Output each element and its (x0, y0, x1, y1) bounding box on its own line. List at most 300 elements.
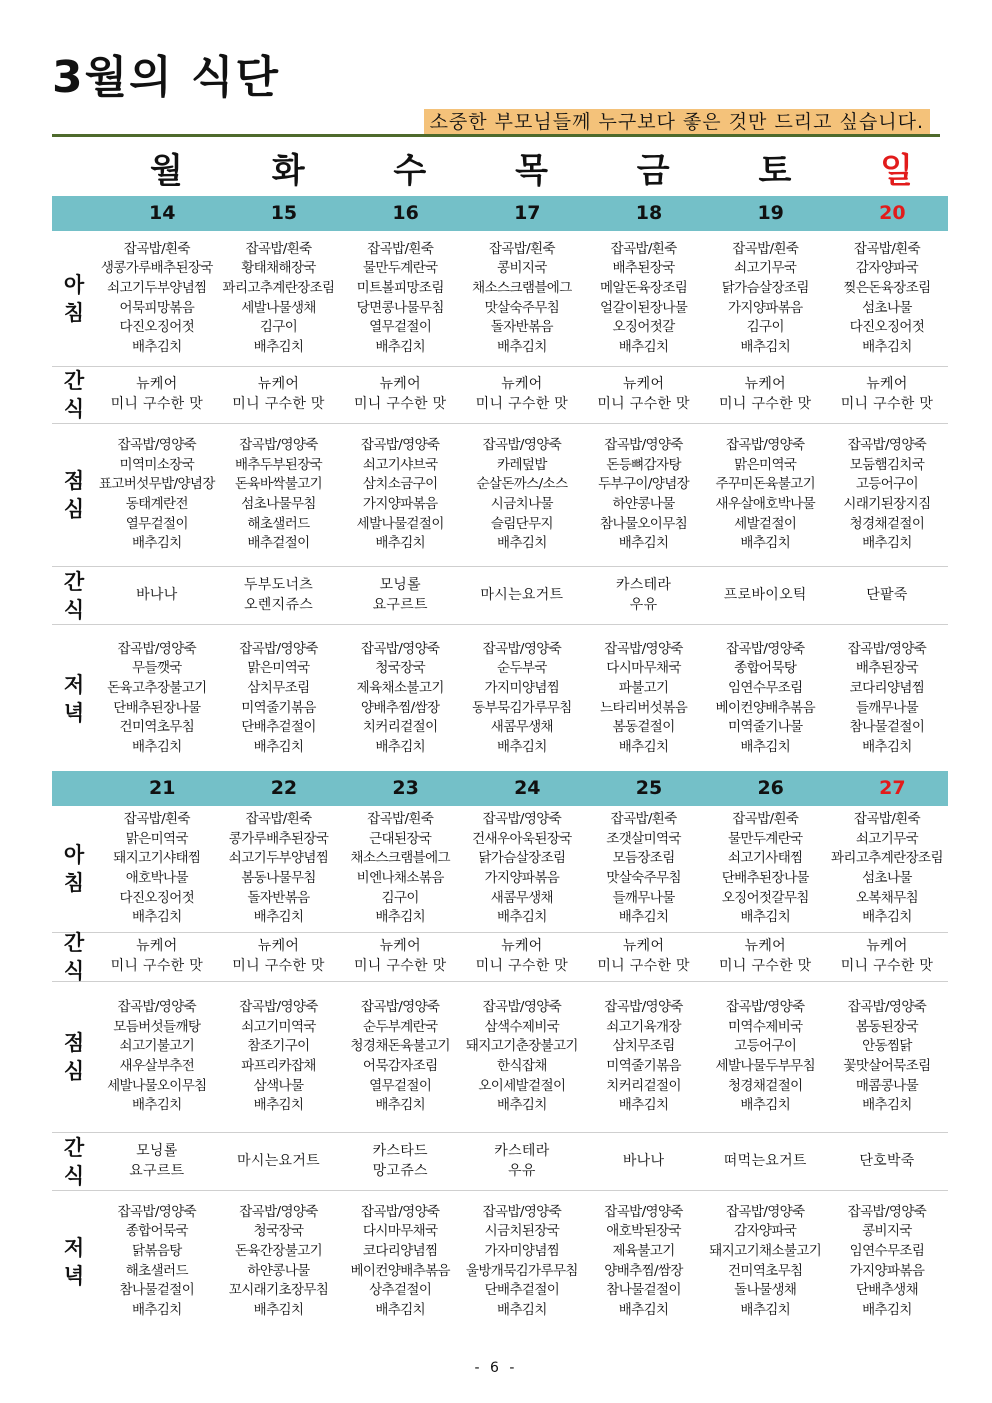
meal-label (52, 1133, 96, 1190)
menu-item: 돈육바싹불고기 (234, 476, 323, 493)
menu-item: 배추김치 (375, 738, 426, 755)
menu-item: 미니 구수한 맛 (840, 396, 934, 412)
menu-item: 뉴케어 (866, 938, 908, 955)
menu-item: 청경채돈육불고기 (350, 1038, 450, 1055)
menu-item: 베이컨양배추볶음 (350, 1262, 450, 1279)
menu-item: 가지미양념찜 (484, 679, 560, 696)
menu-item: 뉴케어 (501, 938, 543, 955)
menu-item: 미역미소장국 (119, 456, 195, 473)
menu-item: 다진오징어젓 (119, 889, 195, 906)
date-cell: 17 (514, 202, 541, 224)
menu-item: 콩비지국 (497, 260, 547, 277)
date-cell: 14 (149, 202, 176, 224)
meal-label-char: 간 (63, 369, 85, 393)
menu-item: 잡곡밥/영양죽 (604, 640, 683, 657)
menu-cell (583, 1133, 705, 1190)
menu-cell (704, 1133, 826, 1190)
menu-item: 미니 구수한 맛 (597, 958, 690, 974)
menu-item: 단배추겉절이 (484, 1282, 560, 1299)
menu-item: 배추된장국 (612, 260, 675, 277)
menu-item: 어묵감자조림 (362, 1058, 438, 1074)
meal-label-char: 아 (63, 272, 85, 297)
menu-cell (461, 231, 583, 366)
menu-item: 쇠고기불고기 (119, 1038, 195, 1055)
menu-cell (826, 982, 948, 1132)
menu-item: 상추겉절이 (369, 1282, 432, 1299)
menu-item: 뉴케어 (136, 938, 178, 955)
menu-item: 김구이 (381, 889, 419, 906)
menu-item: 잡곡밥/영양죽 (239, 1203, 318, 1220)
meal-label-char: 식 (63, 597, 85, 622)
menu-item: 배추김치 (618, 535, 669, 552)
menu-item: 잡곡밥/영양죽 (725, 437, 805, 454)
menu-item: 치커리겉절이 (362, 719, 438, 736)
menu-item: 카레덮밥 (497, 456, 547, 473)
menu-item: 배추김치 (497, 1097, 547, 1114)
menu-item: 배추김치 (375, 909, 426, 926)
menu-item: 무들깻국 (131, 660, 182, 677)
menu-item: 미니 구수한 맛 (110, 396, 204, 412)
menu-item: 봄동된장국 (855, 1018, 919, 1035)
menu-cell (339, 1191, 461, 1332)
menu-item: 메알돈육장조림 (600, 279, 688, 296)
menu-cell (96, 982, 218, 1132)
menu-item: 두부구이/양념장 (598, 476, 690, 493)
menu-item: 단배추된장나물 (721, 870, 809, 886)
weekday-fri: 금 (636, 151, 670, 191)
menu-cell (461, 982, 583, 1132)
menu-item: 배추김치 (740, 738, 791, 755)
menu-item: 배추김치 (618, 738, 669, 755)
meal-row-breakfast (52, 231, 948, 367)
menu-item: 미니 구수한 맛 (840, 958, 934, 974)
page-number: - 6 - (474, 1360, 518, 1376)
menu-item: 망고쥬스 (372, 1162, 428, 1179)
menu-cell (339, 567, 461, 624)
menu-cell (218, 982, 340, 1132)
menu-cell (218, 1191, 340, 1332)
menu-item: 배추김치 (131, 1097, 182, 1114)
menu-item: 섬초나물 (862, 299, 912, 316)
meal-label (52, 367, 96, 423)
menu-item: 열무겉절이 (369, 319, 432, 336)
menu-item: 돌자반볶음 (247, 889, 310, 906)
menu-item: 배추김치 (862, 1301, 912, 1318)
date-cell: 19 (757, 202, 784, 224)
menu-item: 오복채무침 (855, 889, 919, 906)
menu-item: 배추김치 (740, 909, 791, 926)
date-cell: 26 (757, 777, 784, 799)
menu-item: 잡곡밥/영양죽 (604, 999, 683, 1016)
menu-item: 안동찜닭 (862, 1038, 912, 1055)
menu-item: 뉴케어 (866, 376, 908, 393)
date-cell: 15 (270, 202, 298, 224)
menu-item: 단배추생채 (855, 1282, 919, 1299)
menu-item: 미역줄기볶음 (606, 1058, 681, 1074)
menu-item: 코다리양념찜 (849, 679, 925, 696)
weekday-tue: 화 (271, 151, 305, 191)
menu-item: 파프리카잡채 (241, 1058, 316, 1074)
menu-item: 다진오징어젓 (119, 319, 195, 336)
menu-cell (461, 806, 583, 932)
menu-item: 돈육고추장불고기 (107, 679, 207, 696)
meal-label (52, 1191, 96, 1332)
menu-item: 잡곡밥/영양죽 (604, 1203, 683, 1220)
menu-item: 돌자반볶음 (490, 319, 554, 336)
menu-item: 표고버섯무밥/양념장 (98, 476, 215, 493)
menu-item: 오렌지쥬스 (243, 596, 314, 613)
meal-label (52, 982, 96, 1132)
menu-cell (218, 567, 340, 624)
menu-item: 순두부계란국 (362, 1018, 438, 1035)
menu-item: 잡곡밥/영양죽 (847, 1203, 927, 1220)
menu-item: 오징어젓갈무침 (721, 889, 809, 906)
menu-item: 울방개묵김가루무침 (465, 1262, 578, 1279)
menu-cell (583, 982, 705, 1132)
menu-item: 단배추겉절이 (241, 719, 316, 736)
menu-item: 가지양파볶음 (484, 870, 560, 886)
menu-item: 맛살숙주무침 (484, 299, 560, 316)
menu-cell (583, 567, 705, 624)
meal-label-char: 심 (63, 1059, 85, 1083)
menu-item: 고등어구이 (734, 1038, 797, 1055)
menu-item: 삼치무조림 (247, 679, 310, 696)
menu-item: 배추김치 (131, 1301, 182, 1318)
menu-item: 잡곡밥/영양죽 (482, 437, 562, 454)
menu-cell (218, 625, 340, 772)
menu-item: 종합어묵국 (125, 1223, 188, 1240)
meal-label (52, 933, 96, 981)
menu-item: 배추김치 (131, 338, 182, 355)
menu-item: 꼬시래기초장무침 (228, 1282, 329, 1299)
menu-item: 잡곡밥/흰죽 (732, 811, 799, 828)
slogan-banner: 소중한 부모님들께 누구보다 좋은 것만 드리고 싶습니다. (424, 109, 930, 135)
menu-item: 종합어묵탕 (734, 660, 797, 677)
menu-cell (704, 367, 826, 423)
menu-item: 배추김치 (740, 338, 791, 355)
menu-item: 요구르트 (372, 596, 428, 613)
menu-item: 잡곡밥/흰죽 (853, 240, 921, 257)
menu-item: 물만두계란국 (362, 260, 438, 277)
menu-item: 뉴케어 (136, 376, 178, 393)
menu-item: 잡곡밥/흰죽 (853, 811, 921, 828)
meal-row-snack-pm (52, 1133, 948, 1191)
date-cell: 23 (392, 777, 419, 799)
menu-cell (218, 367, 340, 423)
menu-item: 청국장국 (375, 660, 426, 677)
menu-item: 가지양파볶음 (362, 496, 438, 512)
menu-item: 배추김치 (497, 738, 547, 755)
weekday-sun: 일 (880, 151, 913, 191)
date-cell: 27 (879, 777, 906, 799)
menu-cell (218, 933, 340, 981)
menu-cell (96, 424, 218, 566)
menu-cell (96, 1133, 218, 1190)
menu-item: 모듬버섯들깨탕 (113, 1018, 201, 1035)
menu-item: 모둠햄김치국 (849, 456, 925, 473)
menu-item: 봄동나물무침 (241, 870, 316, 886)
date-cell: 20 (879, 202, 906, 224)
meal-label-char: 침 (63, 871, 85, 895)
menu-item: 잡곡밥/영양죽 (604, 437, 683, 454)
menu-item: 쇠고기두부양념찜 (107, 279, 207, 296)
menu-item: 들깨무나물 (612, 889, 675, 906)
menu-item: 카스테라 (494, 1142, 550, 1159)
menu-cell (96, 367, 218, 423)
menu-item: 미트볼피망조림 (356, 279, 444, 296)
menu-cell (461, 1133, 583, 1190)
menu-item: 당면콩나물무침 (356, 299, 444, 316)
meal-label-char: 침 (63, 300, 85, 325)
menu-item: 단호박죽 (859, 1152, 915, 1169)
menu-item: 오징어젓갈 (612, 319, 675, 336)
menu-item: 잡곡밥/영양죽 (482, 811, 562, 828)
menu-item: 배추김치 (740, 1301, 791, 1318)
menu-item: 양배추찜/쌈장 (604, 1262, 683, 1279)
meal-label-char: 녁 (63, 700, 85, 725)
menu-item: 꽃맛살어묵조림 (843, 1058, 931, 1074)
menu-item: 물만두계란국 (727, 830, 803, 847)
menu-item: 세발나물오이무침 (107, 1077, 207, 1094)
menu-item: 잡곡밥/영양죽 (725, 1203, 805, 1220)
menu-item: 미니 구수한 맛 (110, 958, 204, 974)
meal-label-char: 저 (63, 1235, 85, 1260)
menu-cell (826, 1191, 948, 1332)
date-row-gutter (52, 196, 96, 231)
menu-item: 미니 구수한 맛 (719, 396, 812, 412)
menu-item: 미역줄기볶음 (241, 699, 316, 716)
menu-cell (339, 806, 461, 932)
menu-cell (826, 1133, 948, 1190)
menu-item: 미니 구수한 맛 (475, 958, 569, 974)
menu-item: 잡곡밥/흰죽 (488, 240, 555, 257)
menu-item: 하얀콩나물 (247, 1262, 310, 1279)
menu-item: 단팥죽 (866, 586, 908, 603)
menu-item: 근대된장국 (369, 830, 432, 847)
menu-item: 쇠고기사태찜 (727, 850, 803, 867)
meal-label-char: 간 (63, 569, 85, 594)
menu-item: 단배추된장나물 (113, 699, 201, 716)
menu-cell (218, 231, 340, 366)
menu-item: 미니 구수한 맛 (353, 958, 447, 974)
menu-item: 가지양파볶음 (849, 1262, 925, 1279)
menu-item: 잡곡밥/영양죽 (117, 640, 197, 657)
menu-item: 김구이 (259, 319, 298, 336)
menu-item: 참나물겉절이 (119, 1282, 195, 1299)
meal-row-breakfast (52, 806, 948, 933)
menu-item: 잡곡밥/영양죽 (725, 999, 805, 1016)
menu-item: 얼갈이된장나물 (600, 299, 688, 316)
menu-item: 잡곡밥/영양죽 (847, 640, 927, 657)
menu-item: 떠먹는요거트 (723, 1152, 807, 1169)
menu-cell (96, 1191, 218, 1332)
menu-item: 해초샐러드 (247, 515, 310, 532)
menu-item: 콩비지국 (862, 1223, 912, 1240)
menu-cell (583, 806, 705, 932)
menu-item: 미니 구수한 맛 (232, 396, 325, 412)
date-cell: 21 (149, 777, 176, 799)
menu-item: 채소스크램블에그 (472, 279, 572, 296)
menu-item: 배추김치 (131, 909, 182, 926)
menu-item: 세발나물겉절이 (356, 515, 444, 532)
menu-item: 미니 구수한 맛 (232, 958, 325, 974)
menu-item: 모듬장조림 (612, 850, 675, 867)
menu-cell (704, 625, 826, 772)
menu-item: 동부묵김가루무침 (472, 699, 572, 716)
menu-item: 삼치소금구이 (362, 476, 438, 493)
menu-item: 하얀콩나물 (612, 496, 675, 512)
menu-item: 맑은미역국 (734, 456, 797, 473)
menu-item: 배추두부된장국 (234, 456, 323, 473)
menu-item: 배추김치 (497, 338, 547, 355)
menu-item: 어묵피망볶음 (119, 299, 195, 316)
menu-cell (826, 424, 948, 566)
menu-cell (339, 231, 461, 366)
menu-item: 뉴케어 (257, 938, 300, 955)
menu-item: 배추김치 (618, 909, 669, 926)
menu-item: 순살돈까스/소스 (476, 476, 568, 493)
menu-item: 뉴케어 (744, 376, 787, 393)
menu-item: 배추겉절이 (247, 535, 310, 552)
meal-row-snack-am (52, 367, 948, 424)
menu-item: 뉴케어 (622, 938, 665, 955)
menu-item: 참나물겉절이 (849, 719, 925, 736)
menu-item: 다진오징어젓 (849, 319, 925, 336)
menu-item: 세발겉절이 (734, 515, 797, 532)
meal-label (52, 424, 96, 566)
menu-item: 애호박나물 (125, 870, 188, 886)
menu-item: 미니 구수한 맛 (353, 396, 447, 412)
menu-cell (461, 367, 583, 423)
menu-cell (461, 567, 583, 624)
menu-cell (218, 806, 340, 932)
menu-item: 주꾸미돈육불고기 (715, 476, 816, 493)
date-cell: 25 (635, 777, 663, 799)
menu-item: 배추김치 (862, 738, 912, 755)
menu-item: 잡곡밥/흰죽 (732, 240, 799, 257)
menu-item: 잡곡밥/영양죽 (239, 999, 318, 1016)
menu-cell (704, 806, 826, 932)
weekday-wed: 수 (393, 151, 427, 191)
menu-item: 잡곡밥/영양죽 (360, 999, 440, 1016)
menu-item: 돼지고기샤태찜 (113, 850, 201, 867)
menu-item: 새우살부추전 (119, 1058, 195, 1074)
meal-label-char: 저 (63, 672, 85, 697)
menu-item: 잡곡밥/영양죽 (847, 999, 927, 1016)
menu-item: 건미역초무침 (727, 1262, 803, 1279)
menu-item: 배추김치 (618, 1301, 669, 1318)
menu-item: 배추김치 (862, 909, 912, 926)
menu-item: 애호박된장국 (606, 1223, 681, 1240)
menu-cell (461, 625, 583, 772)
menu-item: 시금치된장국 (484, 1223, 560, 1240)
menu-cell (583, 933, 705, 981)
menu-cell (704, 231, 826, 366)
menu-cell (583, 625, 705, 772)
menu-item: 우유 (508, 1162, 536, 1179)
menu-item: 배추김치 (375, 1097, 426, 1114)
menu-item: 매콤콩나물 (855, 1077, 919, 1094)
menu-item: 돈육간장불고기 (234, 1242, 323, 1259)
menu-cell (96, 625, 218, 772)
menu-item: 배추김치 (253, 738, 304, 755)
weekday-thu: 목 (515, 151, 548, 191)
menu-item: 봄동겉절이 (612, 719, 675, 736)
menu-item: 한식잡채 (497, 1058, 547, 1074)
menu-item: 돌나물생채 (734, 1282, 797, 1299)
menu-item: 뉴케어 (379, 938, 421, 955)
menu-item: 치커리겉절이 (606, 1077, 681, 1094)
menu-cell (339, 424, 461, 566)
menu-item: 뉴케어 (501, 376, 543, 393)
menu-item: 뉴케어 (257, 376, 300, 393)
menu-cell (461, 933, 583, 981)
menu-item: 섬초나물 (862, 870, 912, 886)
menu-item: 청경채겉절이 (849, 515, 925, 532)
menu-item: 배추김치 (740, 535, 791, 552)
menu-item: 맑은미역국 (247, 660, 310, 677)
menu-cell (339, 1133, 461, 1190)
menu-item: 우유 (629, 596, 658, 613)
menu-item: 쇠고기두부양념찜 (228, 850, 329, 867)
menu-item: 마시는요거트 (237, 1152, 320, 1169)
meal-label (52, 625, 96, 772)
menu-item: 잡곡밥/영양죽 (360, 640, 440, 657)
menu-item: 잡곡밥/영양죽 (117, 437, 197, 454)
menu-item: 조갯살미역국 (606, 830, 681, 847)
menu-item: 잡곡밥/흰죽 (367, 240, 434, 257)
menu-item: 배추김치 (375, 535, 426, 552)
date-cell: 24 (514, 777, 541, 799)
meal-label (52, 567, 96, 624)
date-cell: 22 (270, 777, 298, 799)
menu-item: 열무겉절이 (369, 1077, 432, 1094)
menu-item: 배추김치 (497, 535, 547, 552)
menu-item: 배추김치 (253, 909, 304, 926)
menu-cell (826, 567, 948, 624)
meal-label-char: 식 (63, 1163, 85, 1188)
meal-label-char: 녁 (63, 1263, 85, 1288)
menu-cell (96, 231, 218, 366)
menu-cell (826, 231, 948, 366)
week-table-2 (52, 771, 948, 1332)
menu-item: 배추김치 (375, 1301, 426, 1318)
menu-item: 열무겉절이 (125, 515, 188, 532)
menu-item: 미니 구수한 맛 (475, 396, 569, 412)
menu-item: 쇠고기무국 (734, 260, 797, 277)
menu-item: 두부도너츠 (243, 576, 314, 593)
menu-item: 잡곡밥/영양죽 (117, 1203, 197, 1220)
menu-item: 들깨무나물 (855, 699, 919, 716)
menu-item: 세발나물두부무침 (715, 1058, 816, 1074)
menu-item: 배추김치 (253, 1301, 304, 1318)
menu-item: 생콩가루배추된장국 (100, 260, 213, 277)
menu-item: 프로바이오틱 (723, 586, 807, 603)
menu-cell (826, 806, 948, 932)
menu-cell (583, 424, 705, 566)
menu-item: 닭가슴살장조림 (721, 279, 809, 296)
menu-cell (339, 367, 461, 423)
menu-item: 삼색나물 (253, 1077, 304, 1094)
menu-item: 뉴케어 (379, 376, 421, 393)
menu-item: 요구르트 (129, 1162, 185, 1179)
menu-item: 청경채겉절이 (727, 1077, 803, 1094)
menu-cell (583, 367, 705, 423)
menu-item: 양배추찜/쌈장 (360, 699, 440, 716)
menu-cell (583, 231, 705, 366)
menu-item: 삼색수제비국 (484, 1018, 560, 1035)
menu-item: 김구이 (746, 319, 784, 336)
